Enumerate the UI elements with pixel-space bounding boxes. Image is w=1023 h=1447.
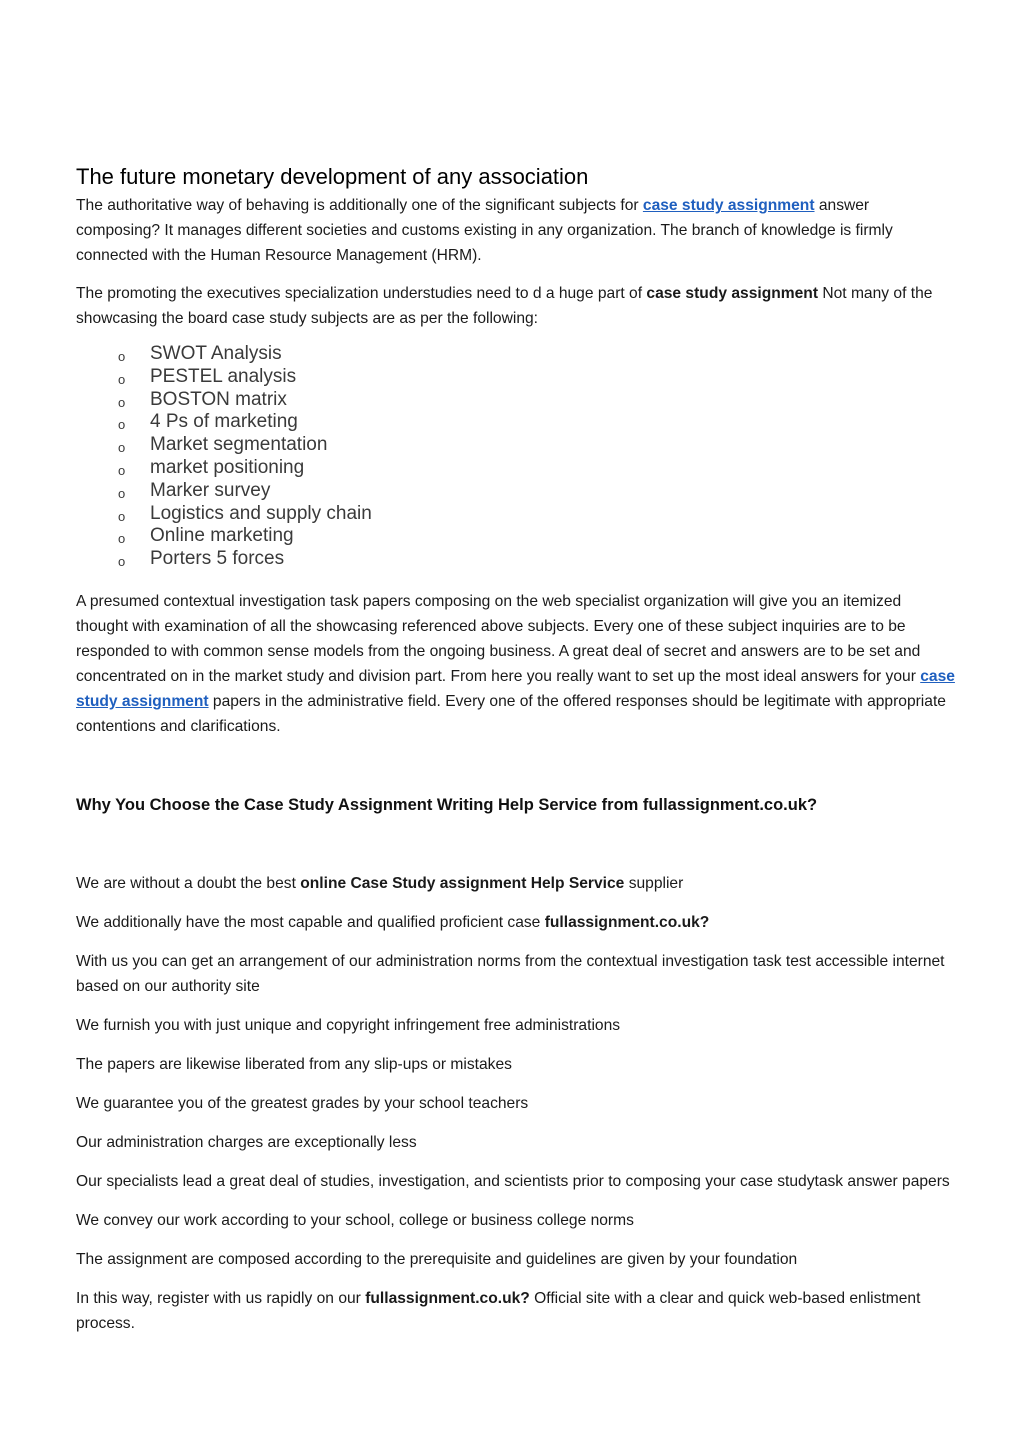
bullet-icon: o [118, 394, 126, 410]
list-item [118, 503, 956, 526]
list-item-label: SWOT Analysis [150, 343, 282, 364]
list-item-label: BOSTON matrix [150, 388, 287, 410]
bullet-icon: o [118, 417, 126, 433]
reason-line: The assignment are composed according to the prerequisite and guidelines are given by your foundation [76, 1250, 798, 1268]
reasons-section [76, 871, 956, 1336]
reason-text: In this way, register with us rapidly on our [76, 1289, 366, 1307]
list-item-label: Online marketing [150, 525, 294, 547]
reason-bold: online Case Study assignment Help Service [300, 874, 625, 892]
reason-line [76, 1286, 956, 1336]
list-item-label: PESTEL analysis [150, 365, 297, 387]
topic-list [76, 343, 956, 571]
list-item [118, 525, 956, 548]
list-item [118, 434, 956, 457]
list-item-label: Marker survey [150, 479, 271, 501]
reason-line: With us you can get an arrangement of our administration norms from the contextual investigation task test accessible internet based on our authority site [76, 952, 945, 995]
list-item [118, 411, 956, 434]
case-study-link[interactable]: case study assignment [76, 667, 955, 710]
marketing-paragraph [76, 281, 956, 331]
section-heading: Why You Choose the Case Study Assignment Writing Help Service from fullassignment.co.uk? [76, 795, 818, 814]
case-study-link[interactable]: case study assignment [642, 197, 815, 214]
list-item [118, 366, 956, 389]
intro-text-start: The authoritative way of behaving is additionally one of the significant subjects for [76, 197, 643, 214]
bullet-icon: o [118, 485, 126, 501]
list-item [118, 480, 956, 503]
list-item-label: 4 Ps of marketing [150, 411, 298, 433]
case-study-bold: case study assignment [646, 285, 819, 302]
reason-text: Official site with a clear and quick web-based enlistment process. [76, 1289, 921, 1332]
document-body [76, 162, 956, 1350]
bullet-icon: o [118, 462, 126, 478]
list-item-label: Market segmentation [150, 434, 328, 456]
reason-line: We furnish you with just unique and copyright infringement free administrations [76, 1016, 621, 1034]
marketing-text-start: The promoting the executives specialization understudies need to d a huge part of [76, 285, 647, 302]
bullet-icon: o [118, 554, 126, 570]
reason-line: The papers are likewise liberated from any slip-ups or mistakes [76, 1055, 512, 1073]
list-item-label: market positioning [150, 456, 305, 478]
list-item-label: Logistics and supply chain [150, 502, 372, 524]
reason-line [76, 871, 956, 896]
reason-line: Our administration charges are exceptionally less [76, 1133, 417, 1151]
bullet-icon: o [118, 371, 126, 387]
bullet-icon: o [118, 531, 126, 547]
list-item [118, 548, 956, 571]
reason-text: We additionally have the most capable and qualified proficient case [76, 913, 545, 931]
reason-line: We guarantee you of the greatest grades by your school teachers [76, 1094, 529, 1112]
reason-bold: fullassignment.co.uk? [544, 913, 710, 931]
investigation-text-start: A presumed contextual investigation task papers composing on the web specialist organization will give you an itemized thought with examination of all the showcasing referenced above subjects. Every one of these subject inquiries are to be responded to with common sense models from the ongoing business. A great deal of secret and answers are to be set and concentrated on in the market study and division part. From here you really want to set up the most ideal answers for your [76, 592, 921, 685]
bullet-icon: o [118, 349, 126, 364]
list-item [118, 343, 956, 366]
list-item [118, 457, 956, 480]
marketing-text-end: Not many of the showcasing the board case study subjects are as per the following: [76, 285, 933, 327]
reason-bold: fullassignment.co.uk? [365, 1289, 530, 1307]
reason-text: supplier [624, 874, 684, 892]
reason-line: Our specialists lead a great deal of studies, investigation, and scientists prior to composing your case studytask answer papers [76, 1172, 950, 1190]
reason-line: We convey our work according to your school, college or business college norms [76, 1211, 634, 1229]
reason-text: We are without a doubt the best [76, 874, 301, 892]
bullet-icon: o [118, 508, 126, 524]
bullet-icon: o [118, 440, 126, 456]
intro-paragraph [76, 193, 956, 268]
page-title: The future monetary development of any association [76, 164, 589, 189]
investigation-paragraph [76, 589, 956, 739]
investigation-text-end: papers in the administrative field. Every one of the offered responses should be legitimate with appropriate contentions and clarifications. [76, 692, 946, 735]
list-item [118, 389, 956, 412]
intro-text-end: answer composing? It manages different societies and customs existing in any organization. The branch of knowledge is firmly connected with the Human Resource Management (HRM). [76, 197, 893, 264]
reason-line [76, 910, 956, 935]
list-item-label: Porters 5 forces [150, 548, 285, 570]
